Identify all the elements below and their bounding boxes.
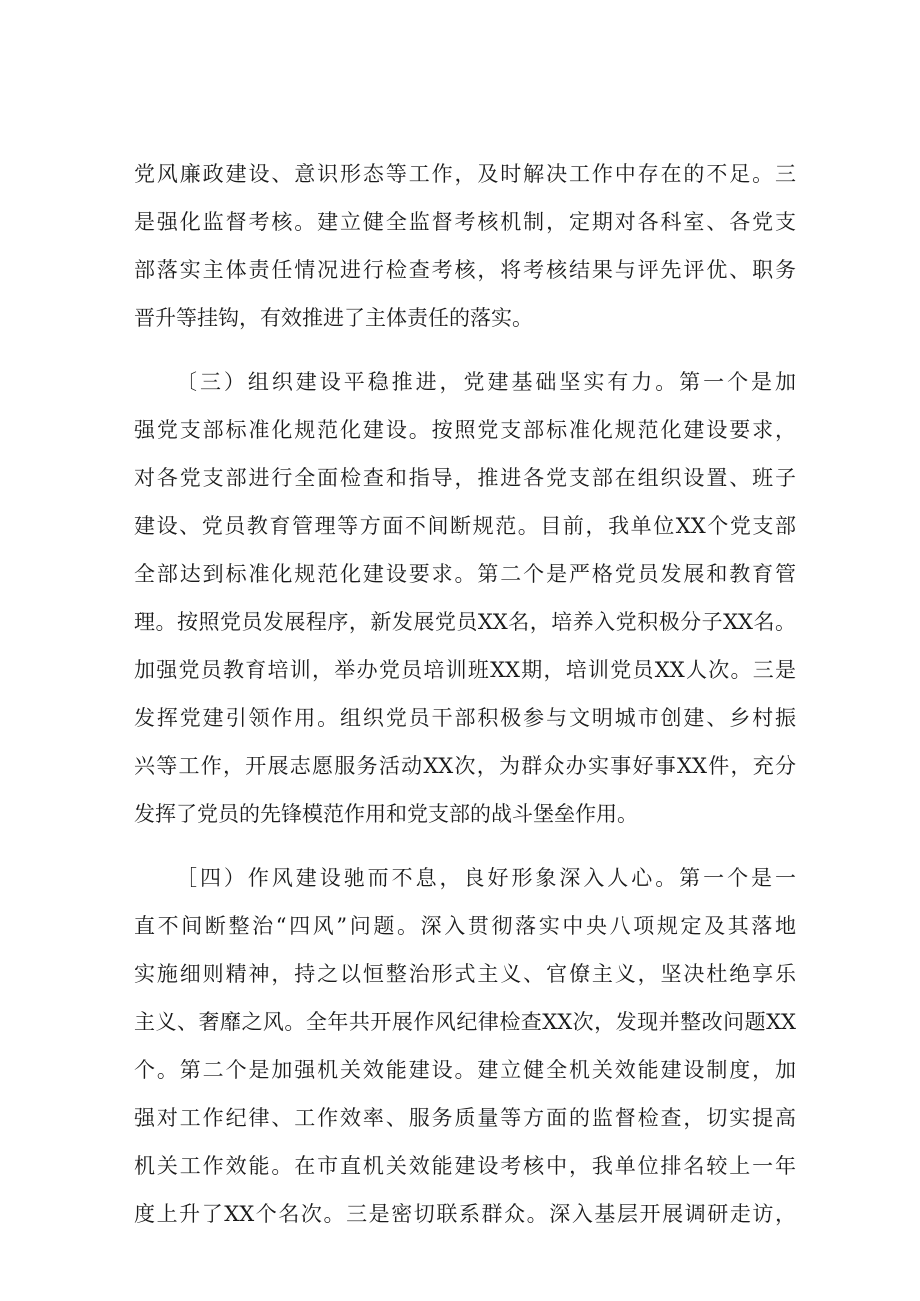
text-line: 机关工作效能。在市直机关效能建设考核中，我单位排名较上一年 <box>134 1154 796 1178</box>
text-line: 强对工作纪律、工作效率、服务质量等方面的监督检查，切实提高 <box>134 1106 796 1130</box>
text-line: 强党支部标准化规范化建设。按照党支部标准化规范化建设要求， <box>134 418 796 442</box>
text-line: 理。按照党员发展程序，新发展党员XX名，培养入党积极分子XX名。 <box>134 610 796 634</box>
text-line: 全部达到标准化规范化建设要求。第二个是严格党员发展和教育管 <box>134 562 796 586</box>
text-line: 发挥党建引领作用。组织党员干部积极参与文明城市创建、乡村振 <box>134 706 796 730</box>
text-line: 〔三）组织建设平稳推进，党建基础坚实有力。第一个是加 <box>176 370 796 394</box>
text-line: 发挥了党员的先锋模范作用和党支部的战斗堡垒作用。 <box>134 802 638 826</box>
text-line: 晋升等挂钩，有效推进了主体责任的落实。 <box>134 306 533 330</box>
text-line: 部落实主体责任情况进行检查考核，将考核结果与评先评优、职务 <box>134 258 796 282</box>
text-line: 是强化监督考核。建立健全监督考核机制，定期对各科室、各党支 <box>134 210 796 234</box>
text-line: 党风廉政建设、意识形态等工作，及时解决工作中存在的不足。三 <box>134 162 796 186</box>
text-line: 兴等工作，开展志愿服务活动XX次，为群众办实事好事XX件，充分 <box>134 754 796 778</box>
paragraph-organization <box>134 358 796 838</box>
document-body <box>134 150 796 1254</box>
text-line: 建设、党员教育管理等方面不间断规范。目前，我单位XX个党支部 <box>134 514 796 538</box>
text-line: 主义、奢靡之风。全年共开展作风纪律检查XX次，发现并整改问题XX <box>134 1010 796 1034</box>
text-line: 个。第二个是加强机关效能建设。建立健全机关效能建设制度，加 <box>134 1058 796 1082</box>
paragraph-work-style <box>134 854 796 1238</box>
text-line: 实施细则精神，持之以恒整治形式主义、官僚主义，坚决杜绝享乐 <box>134 962 796 986</box>
text-line: 度上升了XX个名次。三是密切联系群众。深入基层开展调研走访， <box>134 1202 796 1226</box>
text-line: 加强党员教育培训，举办党员培训班XX期，培训党员XX人次。三是 <box>134 658 796 682</box>
text-line: ［四）作风建设驰而不息，良好形象深入人心。第一个是一 <box>176 866 796 890</box>
text-line: 对各党支部进行全面检查和指导，推进各党支部在组织设置、班子 <box>134 466 796 490</box>
paragraph-responsibility <box>134 150 796 342</box>
text-line: 直不间断整治“四风”问题。深入贯彻落实中央八项规定及其落地 <box>134 914 796 938</box>
